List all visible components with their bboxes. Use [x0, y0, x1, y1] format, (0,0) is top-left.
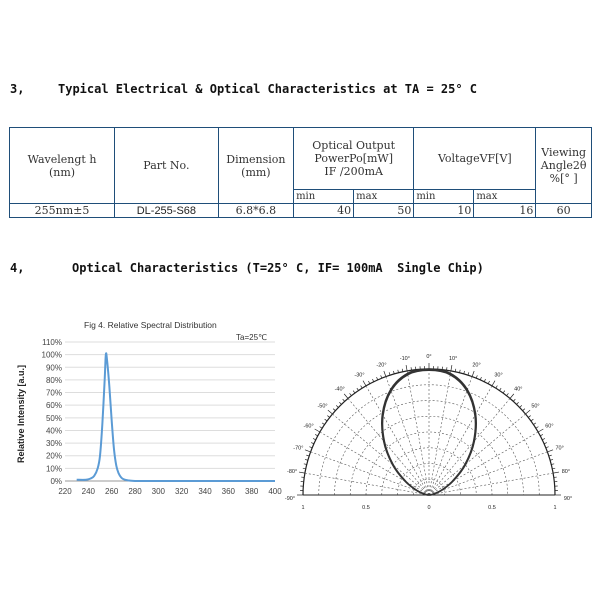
polar-tick — [350, 393, 352, 395]
polar-spoke — [332, 414, 429, 495]
polar-angle-label: 0° — [426, 354, 432, 360]
polar-angle-label: 80° — [561, 468, 571, 475]
polar-tick — [368, 381, 369, 384]
spectral-y-tick-label: 110% — [42, 338, 62, 347]
cell-part-no: DL-255-S68 — [115, 204, 219, 218]
temperature-annotation: Ta=25℃ — [236, 333, 268, 342]
polar-spoke — [429, 386, 492, 495]
polar-tick — [361, 386, 363, 389]
polar-tick — [372, 379, 373, 382]
cell-wavelength: 255nm±5 — [10, 204, 115, 218]
polar-tick — [353, 391, 355, 393]
polar-tick — [499, 388, 501, 390]
polar-angle-label: 90° — [563, 496, 573, 502]
polar-tick — [536, 427, 539, 429]
polar-angle-label: -50° — [317, 403, 328, 410]
spectral-x-tick-label: 340 — [198, 487, 212, 496]
polar-tick — [503, 391, 505, 393]
spectral-y-tick-label: 100% — [41, 350, 62, 360]
spectral-distribution-chart — [10, 312, 280, 502]
polar-angle-label: -70° — [293, 445, 304, 452]
polar-tick — [336, 405, 338, 407]
polar-tick — [538, 429, 543, 432]
th-power-max: max — [354, 190, 414, 204]
polar-tick — [327, 416, 329, 418]
section-4-title: Optical Characteristics (T=25° C, IF= 100mA Single Chip) — [72, 261, 484, 275]
section-4-number: 4, — [10, 261, 25, 275]
polar-tick — [325, 419, 327, 421]
polar-angle-label: -40° — [334, 386, 345, 393]
polar-tick — [528, 416, 530, 418]
polar-angle-label: 70° — [555, 445, 564, 452]
spectral-y-axis-label: Relative Intensity [a.u.] — [16, 364, 26, 464]
section-4-heading — [10, 261, 484, 275]
spectral-y-tick-label: 90% — [45, 363, 62, 373]
polar-tick — [549, 455, 552, 456]
polar-tick — [320, 427, 323, 429]
polar-tick — [472, 371, 474, 377]
radiation-pattern-chart — [286, 325, 586, 515]
table-row — [10, 204, 592, 218]
th-voltage: VoltageVF[V] — [414, 128, 536, 190]
polar-angle-label: -60° — [303, 423, 314, 430]
polar-radial-label: 1 — [553, 505, 557, 511]
polar-tick — [553, 472, 559, 473]
polar-tick — [517, 402, 519, 404]
polar-radial-label: 0.5 — [488, 505, 496, 511]
polar-radial-label: 0.5 — [362, 505, 370, 511]
polar-tick — [384, 371, 386, 377]
polar-tick — [507, 393, 509, 395]
polar-tick — [547, 450, 553, 452]
polar-tick — [513, 399, 515, 401]
polar-tick — [311, 443, 314, 444]
th-viewing-angle: Viewing Angle2θ %[° ] — [536, 128, 592, 204]
polar-angle-label: -30° — [354, 372, 365, 379]
cell-vf-max: 16 — [474, 204, 536, 218]
polar-tick — [451, 365, 452, 371]
th-dimension: Dimension (mm) — [218, 128, 293, 204]
spectral-y-tick-label: 20% — [45, 451, 62, 461]
spectral-y-tick-label: 70% — [45, 388, 62, 398]
polar-angle-label: 30° — [494, 372, 503, 379]
polar-tick — [306, 455, 309, 456]
cell-power-max: 50 — [354, 204, 414, 218]
spectral-x-tick-label: 400 — [268, 487, 282, 496]
spectral-y-tick-label: 0% — [50, 477, 62, 486]
spectral-x-tick-label: 280 — [128, 487, 142, 496]
polar-spoke — [429, 398, 510, 495]
polar-series-line — [382, 369, 476, 495]
polar-angle-label: -20° — [376, 362, 387, 369]
polar-angle-label: 50° — [531, 403, 540, 410]
polar-tick — [328, 410, 333, 414]
polar-tick — [544, 443, 547, 444]
polar-angle-label: -10° — [399, 356, 410, 363]
polar-tick — [389, 372, 390, 375]
polar-tick — [526, 410, 531, 414]
section-3-heading — [10, 82, 477, 96]
polar-tick — [357, 388, 359, 390]
polar-tick — [322, 423, 324, 425]
polar-tick — [343, 399, 345, 401]
cell-power-min: 40 — [294, 204, 354, 218]
polar-tick — [339, 402, 341, 404]
th-vf-min: min — [414, 190, 474, 204]
polar-tick — [363, 381, 366, 386]
spectral-y-tick-label: 40% — [45, 426, 62, 436]
polar-tick — [299, 472, 305, 473]
cell-vf-min: 10 — [414, 204, 474, 218]
polar-angle-label: 20° — [472, 362, 481, 369]
polar-tick — [492, 381, 495, 386]
cell-viewing-angle: 60 — [536, 204, 592, 218]
polar-angle-label: 40° — [514, 386, 523, 393]
spectral-x-tick-label: 220 — [58, 487, 72, 496]
polar-tick — [510, 394, 514, 399]
spectral-series-line — [77, 353, 275, 481]
polar-spoke — [348, 398, 429, 495]
polar-tick — [523, 409, 525, 411]
polar-tick — [542, 438, 545, 439]
polar-tick — [468, 372, 469, 375]
th-vf-max: max — [474, 190, 536, 204]
polar-ring — [350, 416, 508, 495]
polar-spoke — [429, 452, 547, 495]
spectral-y-tick-label: 10% — [45, 464, 62, 474]
th-power-min: min — [294, 190, 354, 204]
polar-tick — [496, 386, 498, 389]
polar-radial-label: 1 — [301, 505, 305, 511]
th-part-no: Part No. — [115, 128, 219, 204]
section-3-title: Typical Electrical & Optical Characteristics at TA = 25° C — [58, 82, 478, 96]
polar-angle-label: -90° — [284, 496, 296, 502]
spectral-y-tick-label: 60% — [45, 401, 62, 411]
spectral-y-tick-label: 50% — [45, 413, 62, 423]
spectral-x-tick-label: 300 — [151, 487, 166, 496]
spec-table — [9, 127, 592, 218]
polar-tick — [540, 434, 543, 435]
polar-tick — [313, 438, 316, 439]
polar-tick — [484, 379, 485, 382]
polar-tick — [531, 419, 533, 421]
spectral-x-tick-label: 260 — [104, 487, 119, 496]
polar-tick — [488, 381, 489, 384]
spectral-y-tick-label: 30% — [45, 439, 62, 449]
spectral-x-tick-label: 320 — [174, 487, 189, 496]
polar-tick — [305, 450, 311, 452]
th-optical-output: Optical Output PowerPo[mW] IF /200mA — [294, 128, 414, 190]
th-wavelength: Wavelengt h (nm) — [10, 128, 115, 204]
spectral-x-tick-label: 360 — [221, 487, 236, 496]
polar-tick — [333, 409, 335, 411]
polar-angle-label: 60° — [545, 423, 554, 430]
polar-angle-label: -80° — [287, 468, 298, 475]
polar-tick — [344, 394, 348, 399]
spectral-x-tick-label: 240 — [81, 487, 96, 496]
polar-tick — [377, 377, 378, 380]
cell-dimension: 6.8*6.8 — [218, 204, 293, 218]
section-3-number: 3, — [10, 82, 25, 96]
polar-tick — [533, 423, 535, 425]
polar-tick — [406, 365, 407, 371]
spectral-x-tick-label: 380 — [244, 487, 259, 496]
polar-radial-label: 0 — [427, 505, 431, 511]
polar-angle-label: 10° — [448, 356, 458, 363]
polar-tick — [315, 429, 320, 432]
polar-tick — [520, 405, 522, 407]
spectral-y-tick-label: 80% — [45, 375, 62, 385]
spectral-chart-title: Fig 4. Relative Spectral Distribution — [84, 320, 217, 330]
polar-tick — [315, 434, 318, 435]
polar-tick — [480, 377, 481, 380]
